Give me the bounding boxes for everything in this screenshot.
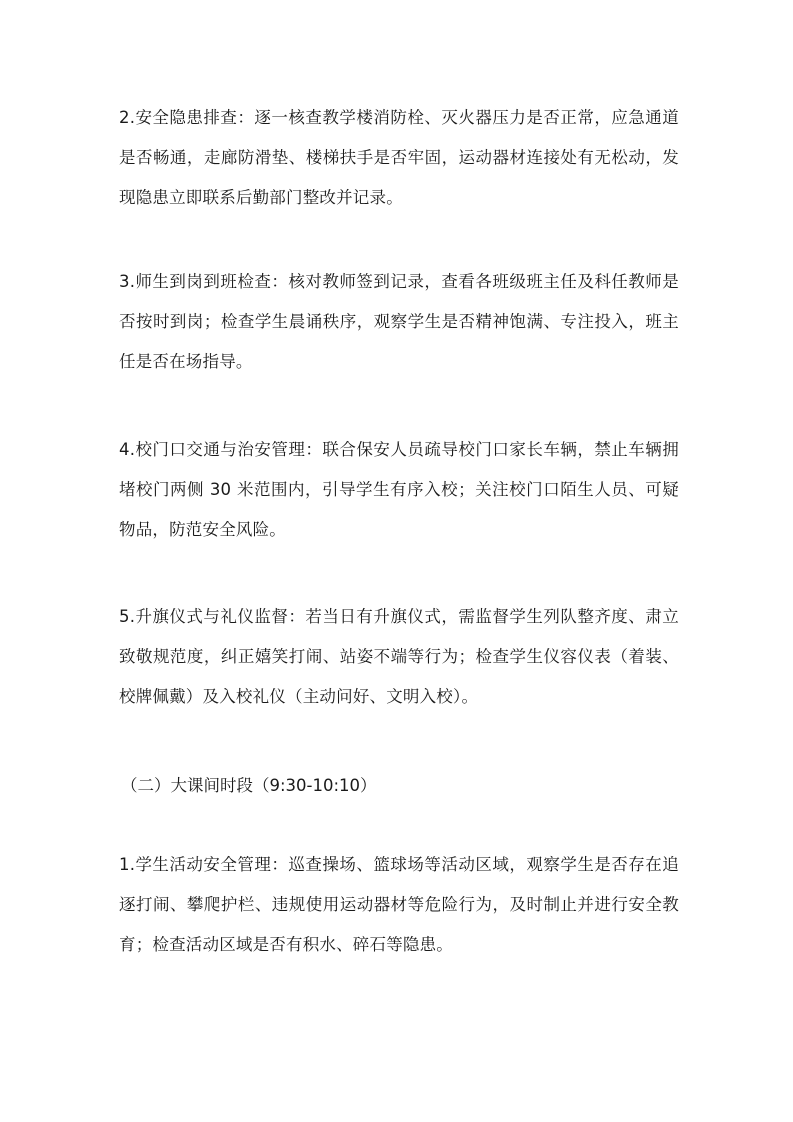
paragraph-activity-safety: 1.学生活动安全管理：巡查操场、篮球场等活动区域，观察学生是否存在追逐打闹、攀爬护栏、违规使用运动器材等危险行为，及时制止并进行安全教育；检查活动区域是否有积水、碎石等隐患。: [119, 855, 679, 954]
paragraph-staff-attendance-check: 3.师生到岗到班检查：核对教师签到记录，查看各班级班主任及科任教师是否按时到岗；检查学生晨诵秩序，观察学生是否精神饱满、专注投入，班主任是否在场指导。: [119, 272, 679, 371]
paragraph-safety-hazard-check: 2.安全隐患排查：逐一核查教学楼消防栓、灭火器压力是否正常，应急通道是否畅通，走廊防滑垫、楼梯扶手是否牢固，运动器材连接处有无松动，发现隐患立即联系后勤部门整改并记录。: [119, 108, 679, 207]
section-heading-break-period: （二）大课间时段（9:30-10:10）: [121, 776, 377, 795]
paragraph-gate-traffic-security: 4.校门口交通与治安管理：联合保安人员疏导校门口家长车辆，禁止车辆拥堵校门两侧 30 米范围内，引导学生有序入校；关注校门口陌生人员、可疑物品，防范安全风险。: [119, 440, 679, 539]
paragraph-flag-ceremony-etiquette: 5.升旗仪式与礼仪监督：若当日有升旗仪式，需监督学生列队整齐度、肃立致敬规范度，纠正嬉笑打闹、站姿不端等行为；检查学生仪容仪表（着装、校牌佩戴）及入校礼仪（主动问好、文明入校）。: [119, 607, 679, 706]
